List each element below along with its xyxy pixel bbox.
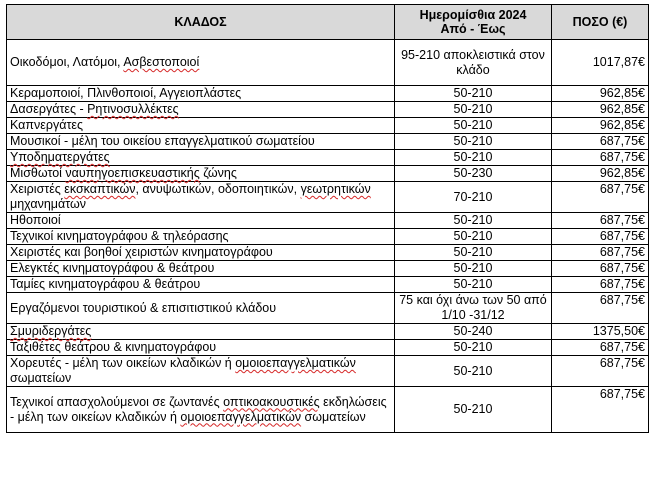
row-klados: Χορευτές - μέλη των οικείων κλαδικών ή ομοιοεπαγγελματικών σωματείων	[7, 356, 395, 387]
row-range: 50-210	[395, 229, 552, 245]
row-klados: Τεχνικοί κινηματογράφου & τηλεόρασης	[7, 229, 395, 245]
header-range-line1: Ημερομίσθια 2024	[419, 8, 527, 22]
row-amount: 687,75€	[552, 293, 649, 324]
row-amount: 687,75€	[552, 182, 649, 213]
table-row	[7, 150, 649, 166]
table-row	[7, 118, 649, 134]
row-klados: Ελεγκτές κινηματογράφου & θεάτρου	[7, 261, 395, 277]
table-header-row	[7, 5, 649, 40]
table-row	[7, 293, 649, 324]
header-amount: ΠΟΣΟ (€)	[552, 5, 649, 40]
table-row	[7, 261, 649, 277]
table-row	[7, 86, 649, 102]
row-amount: 687,75€	[552, 150, 649, 166]
row-klados: Μουσικοί - μέλη του οικείου επαγγελματικού σωματείου	[7, 134, 395, 150]
row-range: 50-210	[395, 213, 552, 229]
row-amount: 962,85€	[552, 86, 649, 102]
row-klados: Ταξιθέτες θεάτρου & κινηματογράφου	[7, 340, 395, 356]
row-klados: Κεραμοποιοί, Πλινθοποιοί, Αγγειοπλάστες	[7, 86, 395, 102]
row-range: 50-210	[395, 86, 552, 102]
row-amount: 687,75€	[552, 387, 649, 433]
row-klados: Καπνεργάτες	[7, 118, 395, 134]
row-amount: 687,75€	[552, 229, 649, 245]
row-amount: 1375,50€	[552, 324, 649, 340]
benefits-table	[6, 4, 649, 433]
row-klados: Χειριστές εκσκαπτικών, ανυψωτικών, οδοποιητικών, γεωτρητικών μηχανημάτων	[7, 182, 395, 213]
table-row	[7, 356, 649, 387]
row-klados: Μισθωτοί ναυπηγοεπισκευαστικής ζώνης	[7, 166, 395, 182]
row-range: 50-210	[395, 356, 552, 387]
row-range: 95-210 αποκλειστικά στον κλάδο	[395, 40, 552, 86]
row-range: 50-210	[395, 245, 552, 261]
row-range: 50-210	[395, 118, 552, 134]
row-amount: 687,75€	[552, 261, 649, 277]
header-range-line2: Από - Έως	[440, 22, 506, 36]
row-range: 50-210	[395, 340, 552, 356]
row-klados: Χειριστές και βοηθοί χειριστών κινηματογράφου	[7, 245, 395, 261]
table-row	[7, 387, 649, 433]
row-range: 50-210	[395, 387, 552, 433]
row-range: 50-210	[395, 102, 552, 118]
row-range: 50-210	[395, 134, 552, 150]
row-amount: 1017,87€	[552, 40, 649, 86]
row-klados: Σμυριδεργάτες	[7, 324, 395, 340]
row-amount: 962,85€	[552, 102, 649, 118]
row-range: 50-210	[395, 150, 552, 166]
row-klados: Υποδηματεργάτες	[7, 150, 395, 166]
header-klados: ΚΛΑΔΟΣ	[7, 5, 395, 40]
row-range: 75 και όχι άνω των 50 από 1/10 -31/12	[395, 293, 552, 324]
row-range: 50-240	[395, 324, 552, 340]
row-amount: 687,75€	[552, 134, 649, 150]
row-klados: Εργαζόμενοι τουριστικού & επισιτιστικού κλάδου	[7, 293, 395, 324]
row-range: 70-210	[395, 182, 552, 213]
row-amount: 687,75€	[552, 245, 649, 261]
row-klados: Δασεργάτες - Ρητινοσυλλέκτες	[7, 102, 395, 118]
row-klados: Ταμίες κινηματογράφου & θεάτρου	[7, 277, 395, 293]
table-row	[7, 277, 649, 293]
row-klados: Τεχνικοί απασχολούμενοι σε ζωντανές οπτικοακουστικές εκδηλώσεις - μέλη των οικείων κλαδικών ή ομοιοεπαγγελματικών σωματείων	[7, 387, 395, 433]
row-amount: 687,75€	[552, 213, 649, 229]
table-row	[7, 182, 649, 213]
table-row	[7, 40, 649, 86]
table-row	[7, 340, 649, 356]
table-row	[7, 324, 649, 340]
row-range: 50-210	[395, 277, 552, 293]
row-amount: 687,75€	[552, 277, 649, 293]
table-row	[7, 102, 649, 118]
row-klados: Οικοδόμοι, Λατόμοι, Ασβεστοποιοί	[7, 40, 395, 86]
table-row	[7, 166, 649, 182]
table-row	[7, 213, 649, 229]
row-range: 50-210	[395, 261, 552, 277]
table-row	[7, 134, 649, 150]
row-range: 50-230	[395, 166, 552, 182]
row-amount: 962,85€	[552, 118, 649, 134]
row-klados: Ηθοποιοί	[7, 213, 395, 229]
row-amount: 687,75€	[552, 340, 649, 356]
row-amount: 962,85€	[552, 166, 649, 182]
table-row	[7, 229, 649, 245]
row-amount: 687,75€	[552, 356, 649, 387]
table-row	[7, 245, 649, 261]
header-range	[395, 5, 552, 40]
